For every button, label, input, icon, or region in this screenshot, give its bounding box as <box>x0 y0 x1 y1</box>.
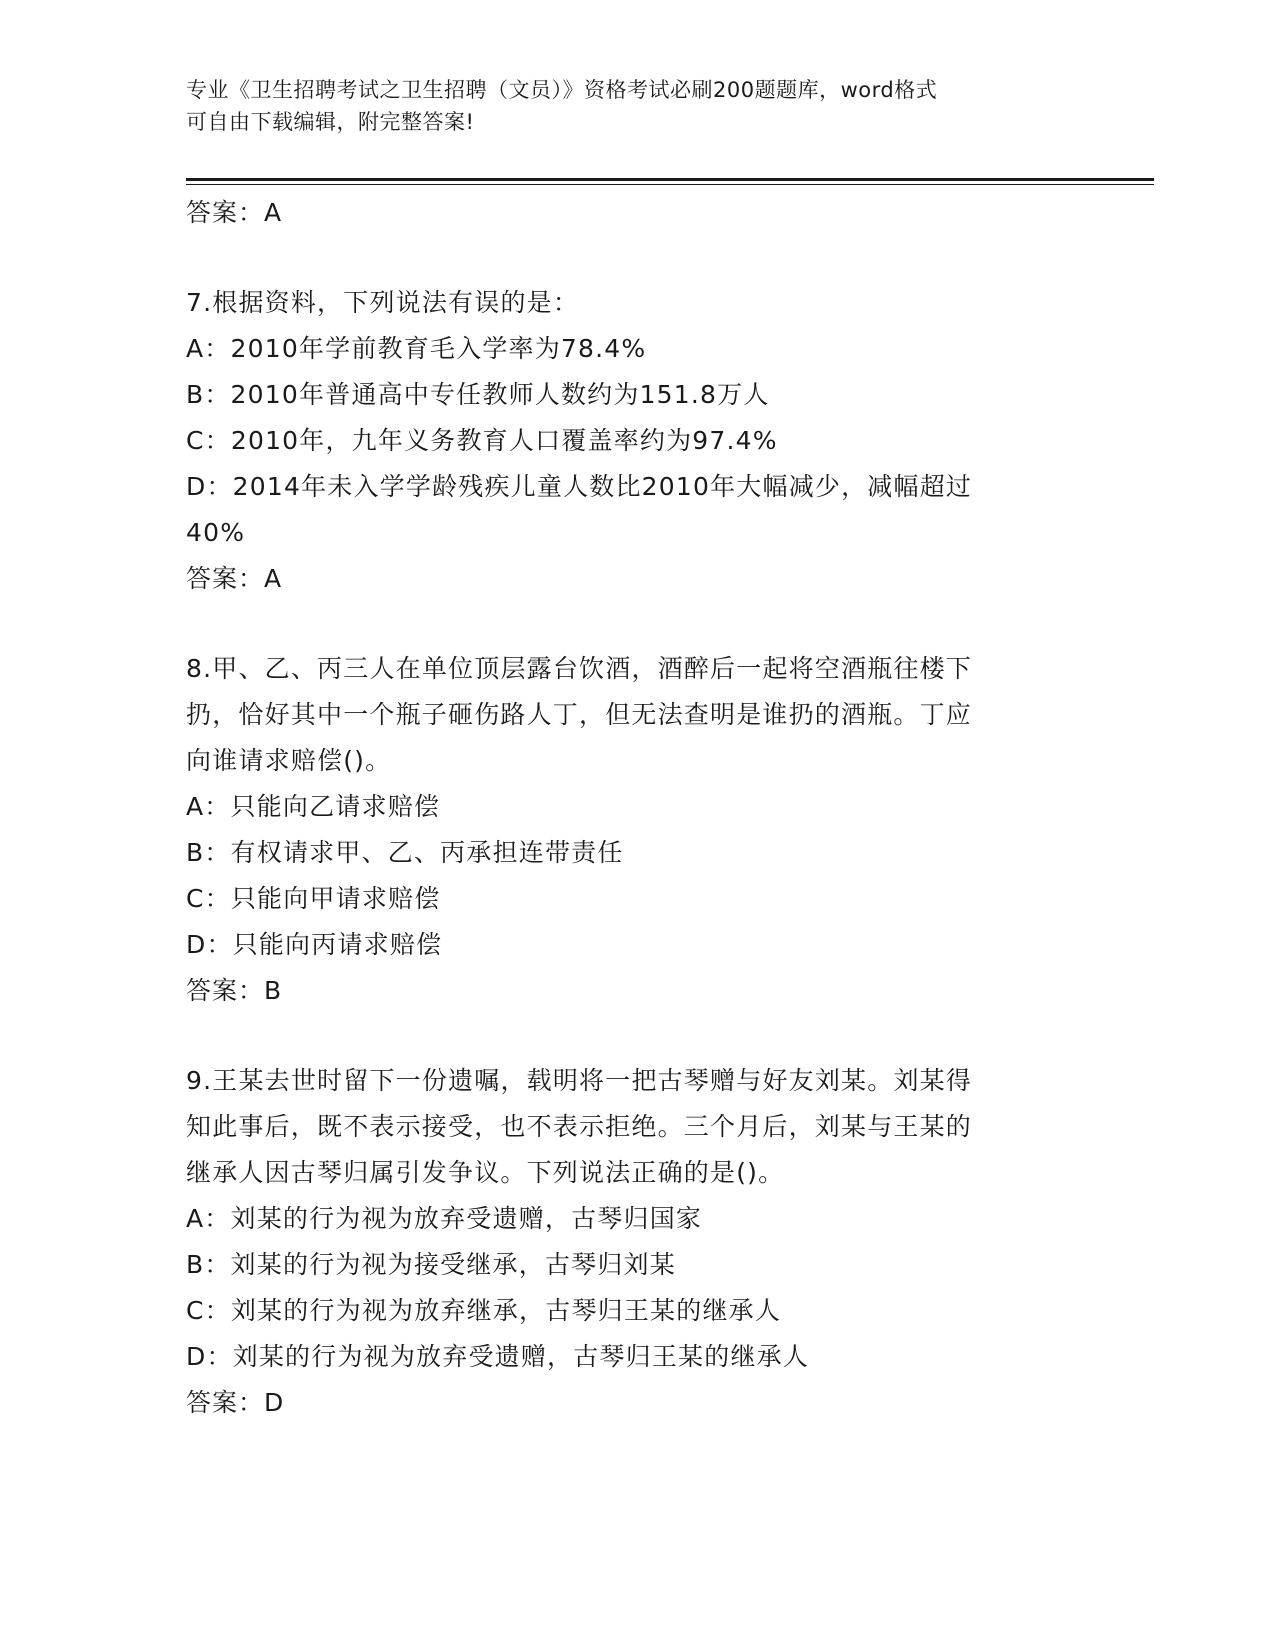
question-stem: 8.甲、乙、丙三人在单位顶层露台饮酒，酒醉后一起将空酒瓶往楼下 <box>186 654 973 683</box>
question-stem: 扔，恰好其中一个瓶子砸伤路人丁，但无法查明是谁扔的酒瓶。丁应 <box>186 700 973 729</box>
header-title-line-1: 专业《卫生招聘考试之卫生招聘（文员）》资格考试必刷200题题库，word格式 <box>186 78 938 102</box>
option-c: C：刘某的行为视为放弃继承，古琴归王某的继承人 <box>186 1296 782 1325</box>
option-d: D：只能向丙请求赔偿 <box>186 930 443 959</box>
option-a: A：2010年学前教育毛入学率为78.4% <box>186 334 647 363</box>
answer: 答案：A <box>186 564 283 593</box>
header-divider-thin <box>186 184 1154 185</box>
option-b: B：有权请求甲、乙、丙承担连带责任 <box>186 838 624 867</box>
option-a: A：刘某的行为视为放弃受遗赠，古琴归国家 <box>186 1204 703 1233</box>
question-stem: 向谁请求赔偿()。 <box>186 746 392 775</box>
option-b: B：2010年普通高中专任教师人数约为151.8万人 <box>186 380 770 409</box>
question-stem: 知此事后，既不表示接受，也不表示拒绝。三个月后，刘某与王某的 <box>186 1112 973 1141</box>
answer: 答案：D <box>186 1388 285 1417</box>
question-9 <box>186 1058 1086 1426</box>
question-stem: 7.根据资料，下列说法有误的是： <box>186 288 580 317</box>
question-stem: 9.王某去世时留下一份遗嘱，载明将一把古琴赠与好友刘某。刘某得 <box>186 1066 973 1095</box>
question-content <box>186 190 1086 1426</box>
page-header <box>186 74 1066 138</box>
option-d-continued: 40% <box>186 518 246 547</box>
question-7 <box>186 280 1086 602</box>
option-b: B：刘某的行为视为接受继承，古琴归刘某 <box>186 1250 676 1279</box>
header-divider-thick <box>186 178 1154 181</box>
option-d: D：2014年未入学学龄残疾儿童人数比2010年大幅减少，减幅超过 <box>186 472 973 501</box>
option-c: C：只能向甲请求赔偿 <box>186 884 441 913</box>
previous-answer: 答案：A <box>186 198 283 227</box>
question-stem: 继承人因古琴归属引发争议。下列说法正确的是()。 <box>186 1158 785 1187</box>
option-d: D：刘某的行为视为放弃受遗赠，古琴归王某的继承人 <box>186 1342 810 1371</box>
answer: 答案：B <box>186 976 283 1005</box>
option-a: A：只能向乙请求赔偿 <box>186 792 441 821</box>
question-8 <box>186 646 1086 1014</box>
header-title-line-2: 可自由下载编辑，附完整答案! <box>186 110 475 134</box>
option-c: C：2010年，九年义务教育人口覆盖率约为97.4% <box>186 426 778 455</box>
